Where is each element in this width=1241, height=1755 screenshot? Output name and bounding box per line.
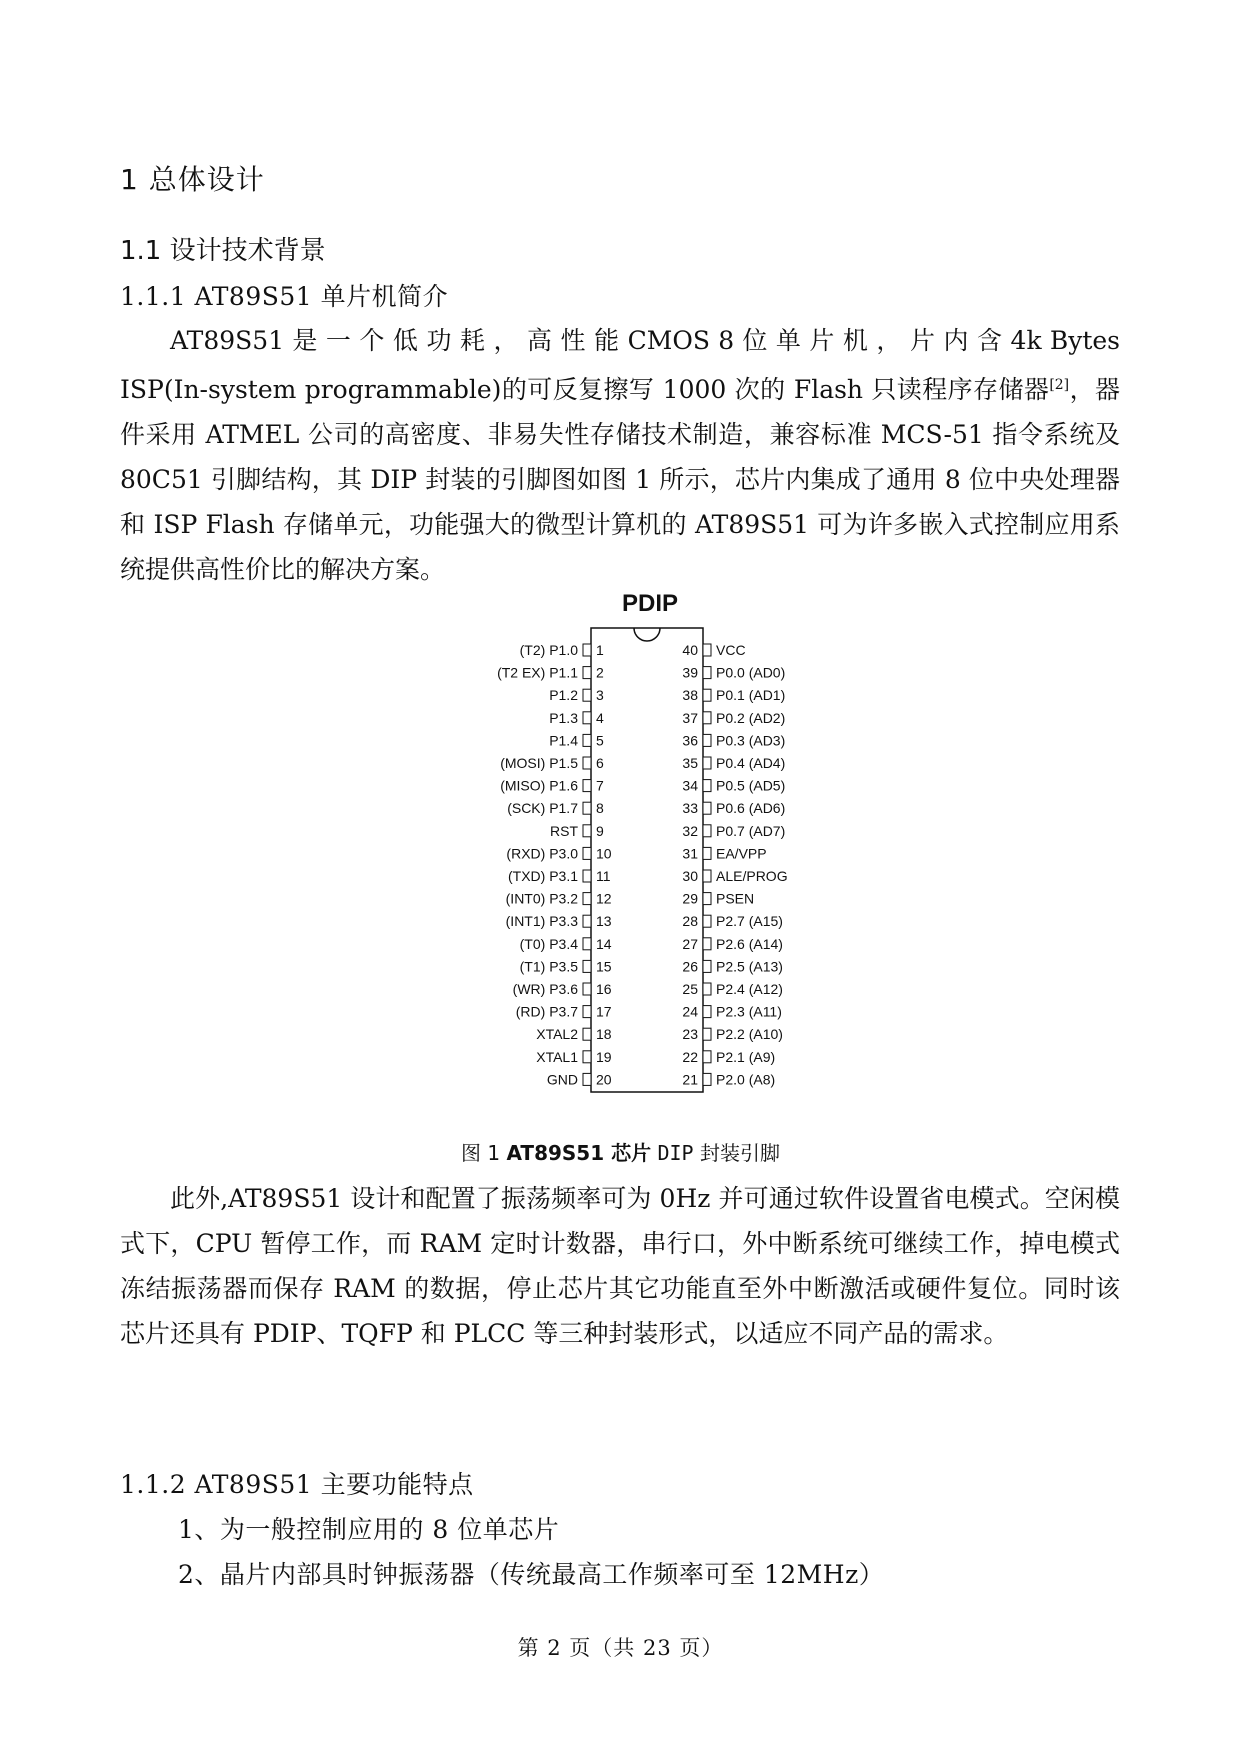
pin-name-left: P1.2 — [549, 687, 578, 704]
pin-number-left: 6 — [596, 755, 604, 771]
pin-box-right — [703, 1028, 711, 1040]
pin-box-right — [703, 847, 711, 859]
caption-suffix: 封装引脚 — [699, 1141, 780, 1165]
pin-number-right: 36 — [682, 732, 698, 749]
pin-box-left — [583, 825, 591, 837]
pin-box-left — [583, 734, 591, 746]
pin-number-left: 3 — [596, 687, 604, 704]
page-footer: 第 2 页（共 23 页） — [517, 1636, 724, 1660]
features-paragraph: 此外,AT89S51 设计和配置了振荡频率可为 0Hz 并可通过软件设置省电模式。空闲模式下，CPU 暂停工作，而 RAM 定时计数器，串行口，外中断系统可继续工作，掉电模式冻结振荡器而保存 RAM 的数据，停止芯片其它功能直至外中断激活或硬件复位。同时该芯片还具有 PDIP、TQFP 和 PLCC 等三种封装形式，以适应不同产品的需求。 — [120, 1184, 1120, 1348]
section-heading-1: 1 总体设计 — [120, 163, 265, 196]
pin-box-right — [703, 915, 711, 927]
pin-number-right: 30 — [682, 868, 698, 884]
pin-number-left: 16 — [596, 981, 612, 997]
pin-number-left: 18 — [596, 1026, 612, 1043]
pin-name-right: P0.5 (AD5) — [716, 777, 786, 794]
section-heading-1-1: 1.1 设计技术背景 — [120, 236, 326, 266]
pin-box-left — [583, 870, 591, 882]
pin-number-left: 8 — [596, 800, 604, 817]
pin-number-left: 15 — [596, 958, 612, 975]
list-item: 1、为一般控制应用的 8 位单芯片 — [178, 1515, 560, 1544]
figure-caption — [0, 1137, 1241, 1166]
pin-name-left: (RD) P3.7 — [515, 1003, 578, 1020]
pins-group — [497, 642, 788, 1087]
pin-box-right — [703, 667, 711, 679]
pin-number-left: 2 — [596, 664, 604, 681]
section-heading-1-1-1: 1.1.1 AT89S51 单片机简介 — [120, 282, 449, 311]
pin-box-left — [583, 757, 591, 769]
pin-box-right — [703, 734, 711, 746]
pin-number-left: 19 — [596, 1048, 612, 1065]
pin-number-right: 26 — [682, 958, 698, 975]
pin-box-left — [583, 802, 591, 814]
pin-name-right: P2.4 (A12) — [716, 981, 783, 997]
pin-name-left: (T2 EX) P1.1 — [497, 664, 578, 681]
pin-name-right: P0.1 (AD1) — [716, 687, 786, 704]
pin-box-right — [703, 644, 711, 656]
pin-name-right: P2.3 (A11) — [716, 1003, 782, 1020]
pin-number-right: 40 — [682, 642, 698, 658]
pin-number-right: 34 — [682, 777, 698, 794]
pin-name-left: (RXD) P3.0 — [506, 845, 578, 862]
pin-number-left: 7 — [596, 777, 604, 794]
pin-name-right: PSEN — [716, 890, 755, 907]
pin-number-left: 20 — [596, 1071, 612, 1088]
pin-name-right: ALE/PROG — [716, 868, 788, 884]
pin-number-right: 31 — [682, 845, 698, 862]
pin-box-left — [583, 1006, 591, 1018]
pin-number-right: 28 — [682, 913, 698, 930]
pin-number-left: 4 — [596, 709, 604, 726]
pin-name-left: (T1) P3.5 — [519, 958, 578, 975]
pin-name-left: (WR) P3.6 — [512, 981, 578, 997]
pin-name-left: (MOSI) P1.5 — [500, 755, 578, 771]
pin-number-right: 38 — [682, 687, 698, 704]
pin-box-left — [583, 1073, 591, 1085]
pin-number-left: 11 — [596, 868, 611, 884]
pin-box-left — [583, 1051, 591, 1063]
pin-name-right: P2.6 (A14) — [716, 935, 783, 952]
pin-box-left — [583, 780, 591, 792]
list-item: 2、晶片内部具时钟振荡器（传统最高工作频率可至 12MHz） — [178, 1560, 885, 1589]
pin-number-right: 27 — [682, 935, 698, 952]
pin-name-left: P1.4 — [549, 732, 578, 749]
pin-box-left — [583, 893, 591, 905]
pin-box-right — [703, 893, 711, 905]
pin-box-left — [583, 960, 591, 972]
pin-box-right — [703, 689, 711, 701]
pin-name-right: P0.7 (AD7) — [716, 822, 786, 839]
pin-box-right — [703, 712, 711, 724]
pin-name-left: (TXD) P3.1 — [507, 868, 578, 884]
pin-name-right: P0.6 (AD6) — [716, 800, 786, 817]
pin-box-right — [703, 780, 711, 792]
pin-name-right: P2.0 (A8) — [716, 1071, 776, 1088]
chip-notch — [634, 628, 660, 641]
pin-name-left: GND — [546, 1071, 578, 1088]
pin-box-right — [703, 1073, 711, 1085]
pin-box-left — [583, 644, 591, 656]
pin-number-left: 14 — [596, 935, 612, 952]
pin-name-right: P0.3 (AD3) — [716, 732, 786, 749]
pin-number-left: 9 — [596, 822, 604, 839]
pin-number-right: 32 — [682, 822, 698, 839]
pin-number-right: 25 — [682, 981, 698, 997]
pin-number-right: 37 — [682, 709, 698, 726]
pin-box-right — [703, 938, 711, 950]
pin-number-left: 13 — [596, 913, 612, 930]
pin-number-right: 24 — [682, 1003, 698, 1020]
pin-name-left: (INT1) P3.3 — [505, 913, 578, 930]
pin-box-left — [583, 938, 591, 950]
pin-box-left — [583, 847, 591, 859]
pin-number-right: 33 — [682, 800, 698, 817]
pin-number-right: 21 — [682, 1071, 698, 1088]
pin-name-right: EA/VPP — [716, 845, 767, 862]
pin-name-left: (MISO) P1.6 — [500, 777, 578, 794]
pin-name-left: (T2) P1.0 — [519, 642, 578, 658]
pin-number-left: 12 — [596, 890, 612, 907]
section-heading-1-1-2: 1.1.2 AT89S51 主要功能特点 — [120, 1470, 474, 1499]
pin-number-right: 35 — [682, 755, 698, 771]
pin-box-right — [703, 802, 711, 814]
pin-name-left: (T0) P3.4 — [519, 935, 578, 952]
pin-name-right: P2.2 (A10) — [716, 1026, 783, 1043]
pin-name-left: XTAL2 — [536, 1026, 578, 1043]
dip-chip-diagram — [470, 590, 830, 1135]
pin-box-right — [703, 825, 711, 837]
package-label: PDIP — [621, 590, 678, 617]
pin-box-left — [583, 1028, 591, 1040]
pin-name-right: P0.4 (AD4) — [716, 755, 786, 771]
pin-number-left: 17 — [596, 1003, 612, 1020]
pin-name-right: P0.0 (AD0) — [716, 664, 786, 681]
pin-number-right: 22 — [682, 1048, 698, 1065]
intro-text-a: AT89S51 是 一 个 低 功 耗 ， 高 性 能 CMOS 8 位 单 片 机 ， 片 内 含 4k Bytes ISP(In-system programmable)的可反复擦写 1000 次的 Flash 只读程序存储器 — [120, 326, 1120, 404]
caption-prefix: 图 1 — [461, 1141, 501, 1165]
pin-box-right — [703, 960, 711, 972]
pin-name-right: P2.7 (A15) — [716, 913, 783, 930]
pin-number-right: 39 — [682, 664, 698, 681]
pin-number-right: 29 — [682, 890, 698, 907]
pin-box-right — [703, 757, 711, 769]
pin-name-left: RST — [550, 822, 578, 839]
pin-name-right: P2.1 (A9) — [716, 1048, 776, 1065]
pin-box-left — [583, 983, 591, 995]
pin-name-right: P2.5 (A13) — [716, 958, 783, 975]
pin-name-right: VCC — [716, 642, 746, 658]
pin-box-left — [583, 667, 591, 679]
pin-box-left — [583, 915, 591, 927]
pin-diagram-figure — [470, 590, 830, 1135]
pin-number-left: 1 — [596, 642, 604, 658]
pin-box-right — [703, 1051, 711, 1063]
pin-number-left: 10 — [596, 845, 612, 862]
intro-paragraph — [120, 318, 1120, 592]
caption-bold: AT89S51 芯片 — [506, 1141, 652, 1165]
intro-text-b: ，器件采用 ATMEL 公司的高密度、非易失性存储技术制造，兼容标准 MCS-51 指令系统及 80C51 引脚结构，其 DIP 封装的引脚图如图 1 所示，芯片内集成了通用 8 位中央处理器和 ISP Flash 存储单元，功能强大的微型计算机的 AT89S51 可为许多嵌入式控制应用系统提供高性价比的解决方案。 — [120, 375, 1120, 584]
pin-name-right: P0.2 (AD2) — [716, 709, 786, 726]
pin-name-left: (INT0) P3.2 — [505, 890, 578, 907]
pin-name-left: XTAL1 — [536, 1048, 578, 1065]
pin-number-left: 5 — [596, 732, 604, 749]
pin-box-left — [583, 712, 591, 724]
citation-ref: [2] — [1049, 377, 1070, 393]
pin-box-right — [703, 870, 711, 882]
pin-box-left — [583, 689, 591, 701]
pin-number-right: 23 — [682, 1026, 698, 1043]
pin-name-left: (SCK) P1.7 — [507, 800, 578, 817]
caption-mono: DIP — [657, 1141, 694, 1165]
pin-name-left: P1.3 — [549, 709, 578, 726]
pin-box-right — [703, 1006, 711, 1018]
pin-box-right — [703, 983, 711, 995]
